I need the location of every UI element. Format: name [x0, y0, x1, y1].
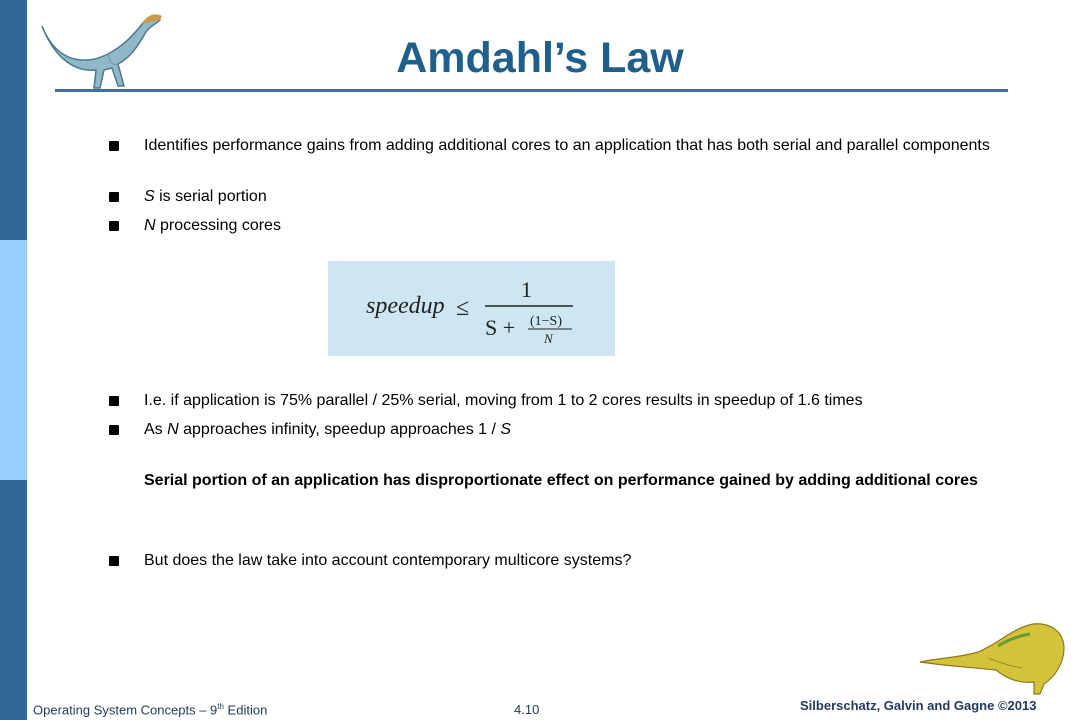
slide-title: Amdahl’s Law	[396, 34, 684, 82]
title-underline	[55, 89, 1008, 92]
formula-inner-denominator: N	[544, 331, 553, 346]
bullet-text: But does the law take into account contemporary multicore systems?	[144, 552, 632, 569]
bullet-text	[144, 419, 1024, 441]
variable-s: S	[144, 188, 155, 205]
bullet-marker	[109, 556, 119, 566]
footer-title-suffix: Edition	[223, 702, 268, 718]
formula-denominator-lead: S +	[485, 315, 516, 340]
formula-inner-numerator: (1−S)	[530, 314, 563, 329]
bullet-marker	[109, 221, 119, 231]
bullet-text-rest: is serial portion	[154, 188, 267, 205]
bullet-text: Identifies performance gains from adding additional cores to an application that has both serial and parallel components	[144, 137, 990, 154]
bullet-text	[144, 215, 1024, 237]
formula-relation: ≤	[456, 295, 470, 321]
variable-n: N	[144, 217, 156, 234]
serial-portion-note: Serial portion of an application has disproportionate effect on performance gained by adding additional cores	[144, 472, 978, 489]
bullet-text-rest: processing cores	[155, 217, 281, 234]
dinosaur-logo-bottom	[918, 618, 1068, 696]
speedup-formula	[328, 261, 615, 356]
bullet-marker	[109, 396, 119, 406]
sidebar-highlight	[0, 240, 27, 480]
bullet-marker	[109, 141, 119, 151]
variable-s: S	[500, 421, 512, 438]
bullet-text-part: As	[144, 421, 168, 438]
bullet-text-part: approaches infinity, speedup approaches 1 /	[178, 421, 501, 438]
bullet-text: I.e. if application is 75% parallel / 25% serial, moving from 1 to 2 cores results in speedup of 1.6 times	[144, 392, 863, 409]
speedup-formula-box	[328, 261, 615, 356]
footer-title-prefix: Operating System Concepts – 9	[33, 702, 218, 718]
variable-n: N	[167, 421, 179, 438]
footer-book-title	[33, 702, 267, 717]
bullet-marker	[109, 192, 119, 202]
formula-numerator: 1	[521, 277, 532, 302]
bullet-marker	[109, 425, 119, 435]
bullet-text	[144, 186, 1024, 208]
footer-authors: Silberschatz, Galvin and Gagne ©2013	[800, 698, 1037, 713]
page-number: 4.10	[514, 702, 540, 717]
formula-lhs: speedup	[366, 293, 445, 319]
footer-title-sup: th	[217, 702, 224, 711]
left-sidebar-bar	[0, 0, 27, 720]
